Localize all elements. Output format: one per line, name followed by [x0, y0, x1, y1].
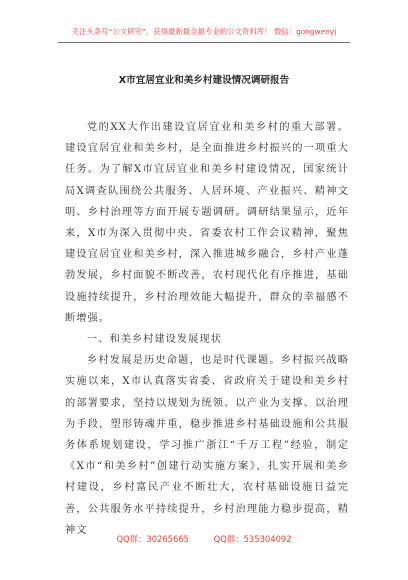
header-divider [58, 42, 350, 43]
document-body [65, 117, 349, 541]
section-paragraph-1: 乡村发展是历史命题，也是时代课题。乡村振兴战略实施以来，X市认真落实省委、省政府关于建设和美乡村的部署要求，坚持以规划为统领、以产业为支撑、以治理为手段，塑形铸魂并重，稳步推进乡村基础设施和公共服务体系规划建设，学习推广浙江“千万工程”经验，制定《X市“和美乡村”创建行动实施方案》，扎实开展和美乡村建设，乡村富民产业不断壮大，农村基础设施日益完善，公共服务水平持续提升，乡村治理能力稳步提高，精神文 [65, 355, 349, 536]
footer-qq-group-1: QQ群：30265665 [116, 534, 189, 544]
footer-contact [0, 533, 408, 545]
header-banner: 关注头条号“公文研究”，获得最新最全最专业的公文资料库！ 微信：gongwenyj [71, 27, 337, 36]
section-heading-1: 一、和美乡村建设发展现状 [87, 334, 222, 346]
intro-paragraph: 党的XX大作出建设宜居宜业和美乡村的重大部署。建设宜居宜业和美乡村，是全面推进乡村振兴的一项重大任务。为了解X市宜居宜业和美乡村建设情况，国家统计局X调查队围绕公共服务、人居环境、产业振兴、精神文明、乡村治理等方面开展专题调研。调研结果显示，近年来，X市为深入贯彻中央、省委农村工作会议精神，聚焦建设宜居宜业和美乡村，深入推进城乡融合，乡村产业蓬勃发展，乡村面貌不断改善，农村现代化有序推进，基础设施持续提升，乡村治理效能大幅提升，群众的幸福感不断增强。 [65, 122, 349, 324]
footer-qq-group-2: QQ群：535304092 [213, 534, 292, 544]
document-title: X市宜居宜业和美乡村建设情况调研报告 [118, 75, 290, 86]
